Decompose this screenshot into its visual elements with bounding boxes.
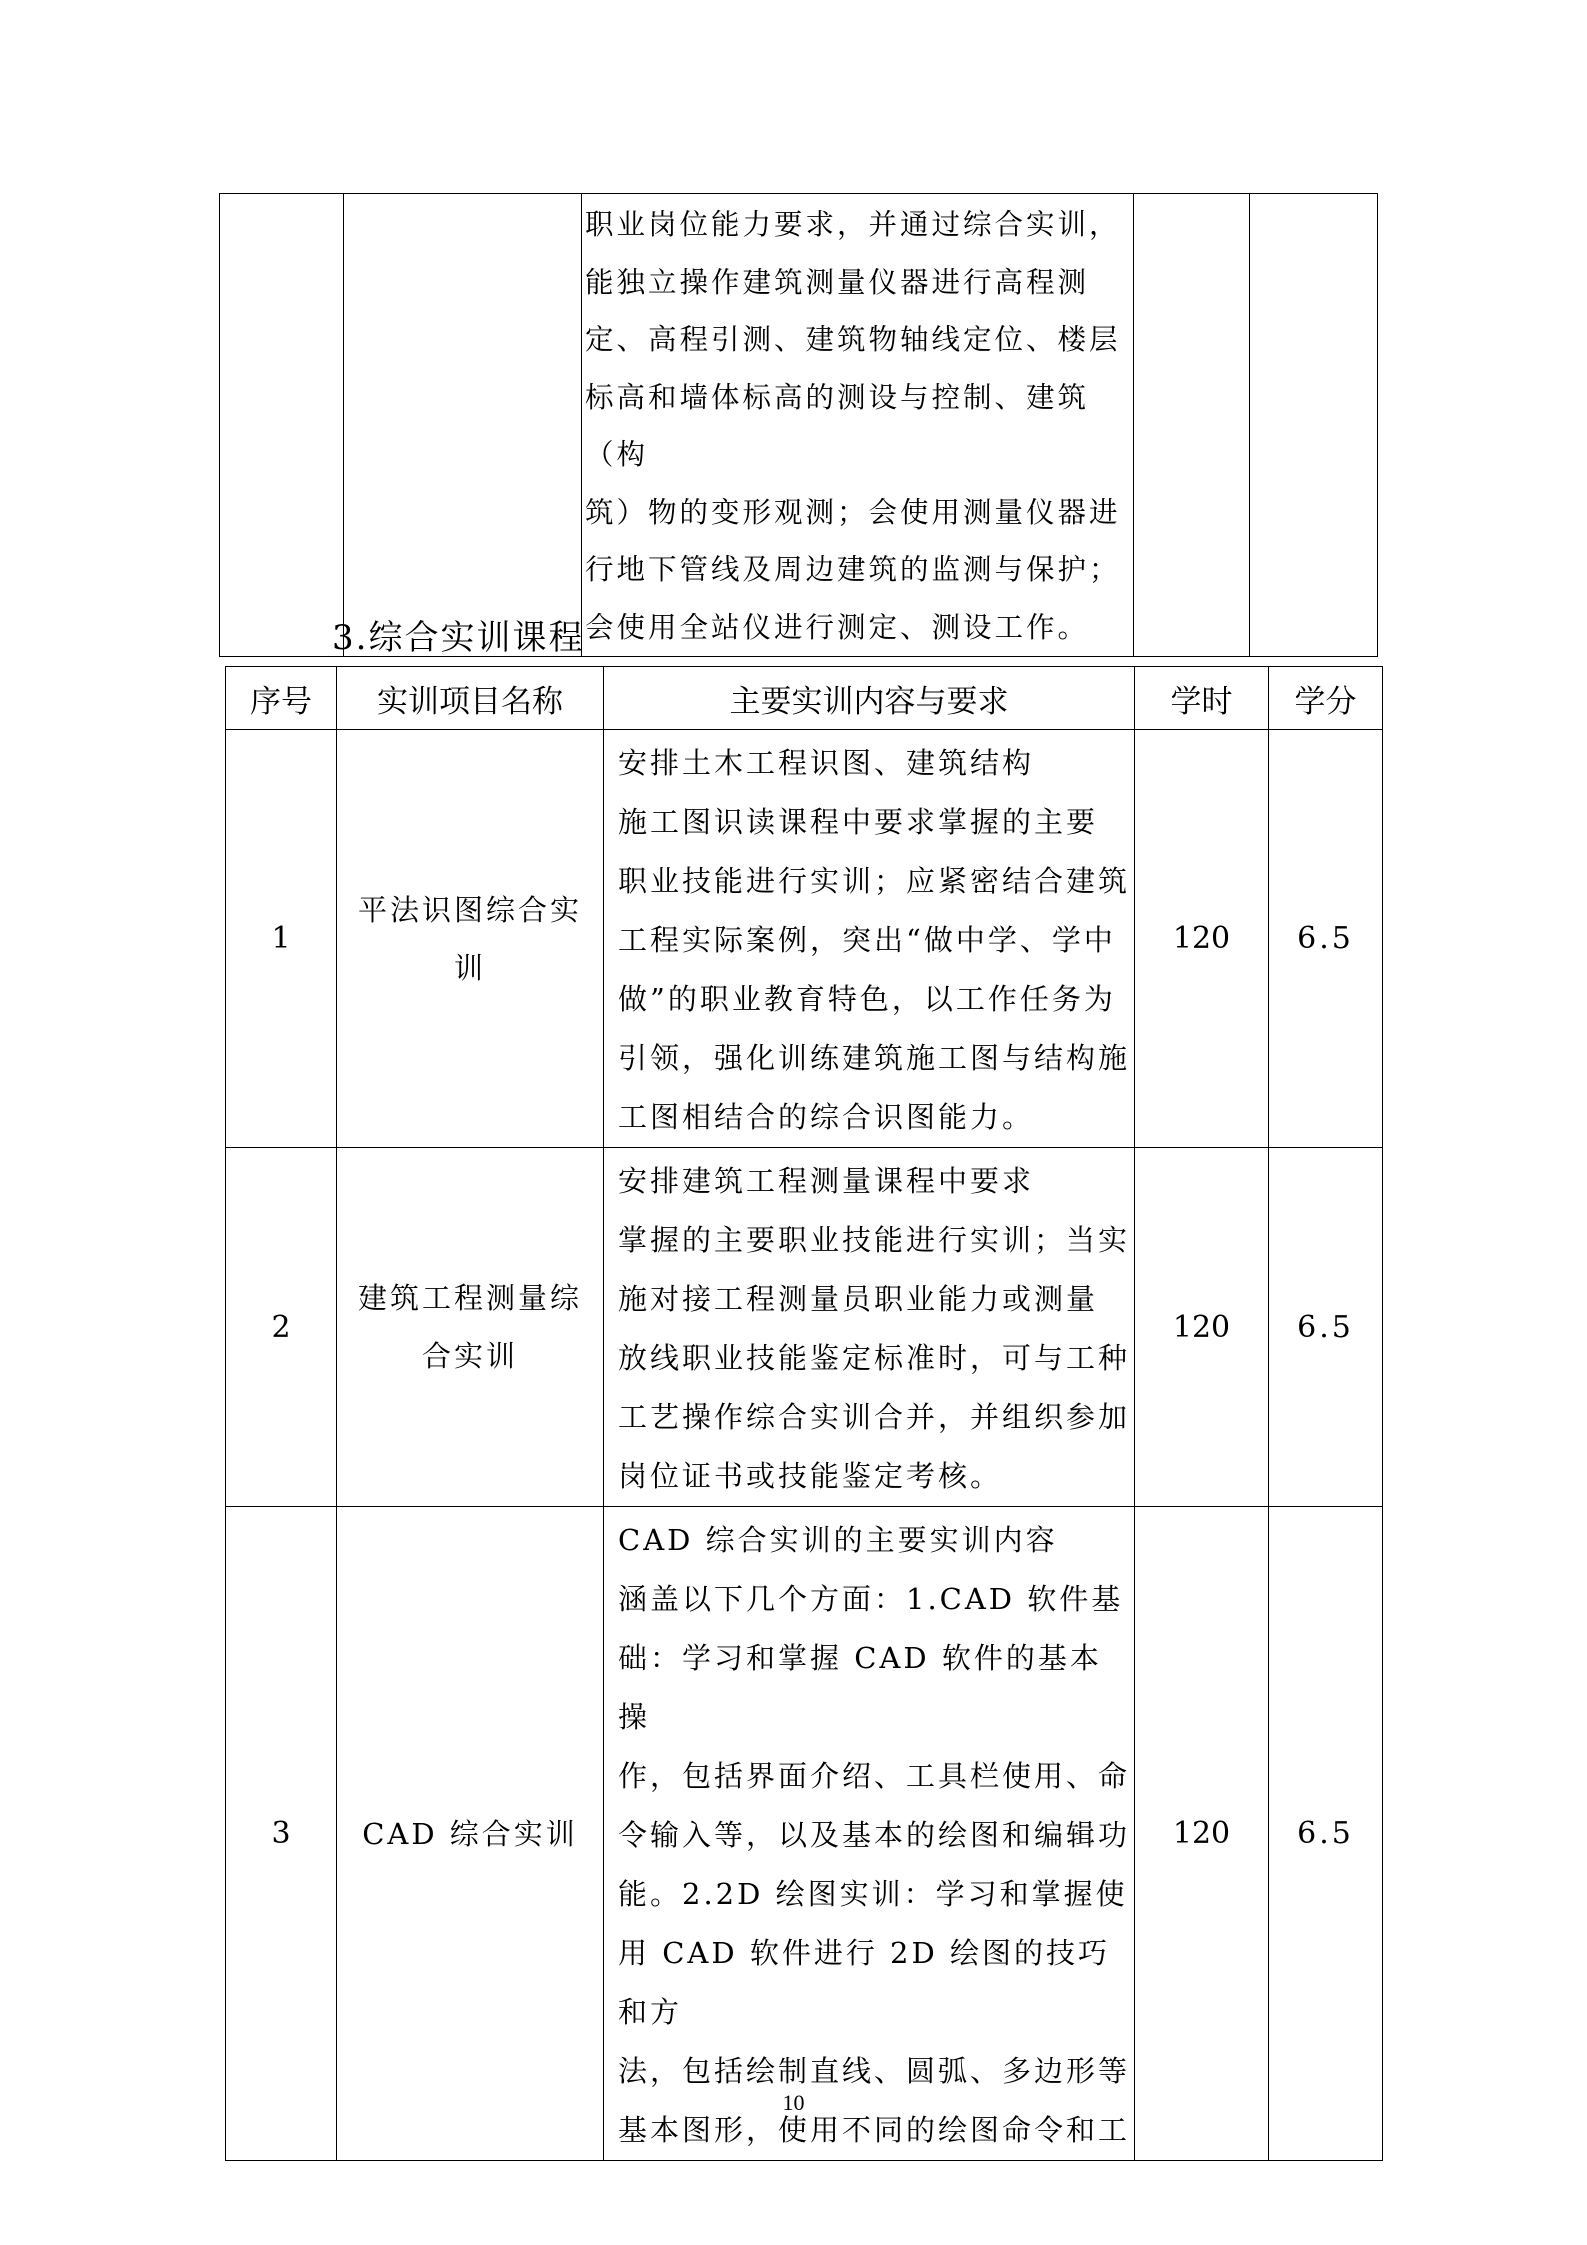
cell-empty xyxy=(220,194,344,657)
row-hours: 120 xyxy=(1135,1507,1269,2161)
continuation-table xyxy=(219,193,1378,657)
row-no: 3 xyxy=(226,1507,337,2161)
page-number: 10 xyxy=(782,2090,805,2115)
row-hours: 120 xyxy=(1135,1148,1269,1507)
row-name: 平法识图综合实训 xyxy=(337,730,604,1148)
training-course-table xyxy=(225,666,1383,2161)
row-hours: 120 xyxy=(1135,730,1269,1148)
row-name: 建筑工程测量综合实训 xyxy=(337,1148,604,1507)
row-credits: 6.5 xyxy=(1269,1507,1383,2161)
header-hours: 学时 xyxy=(1135,667,1269,730)
row-no: 2 xyxy=(226,1148,337,1507)
table-row xyxy=(226,730,1383,1148)
table-row xyxy=(226,1507,1383,2161)
row-content: 安排土木工程识图、建筑结构 施工图识读课程中要求掌握的主要 职业技能进行实训；应紧密结合建筑 工程实际案例，突出“做中学、学中 做”的职业教育特色，以工作任务为 引领，强化训练建筑施工图与结构施 工图相结合的综合识图能力。 xyxy=(604,730,1135,1148)
continuation-content-cell xyxy=(582,194,1134,657)
section-title: 3.综合实训课程 xyxy=(332,618,585,658)
row-name: CAD 综合实训 xyxy=(337,1507,604,2161)
row-no: 1 xyxy=(226,730,337,1148)
cell-empty xyxy=(1250,194,1378,657)
header-no: 序号 xyxy=(226,667,337,730)
row-credits: 6.5 xyxy=(1269,1148,1383,1507)
header-name: 实训项目名称 xyxy=(337,667,604,730)
cell-empty xyxy=(1134,194,1250,657)
continuation-text: 职业岗位能力要求，并通过综合实训， 能独立操作建筑测量仪器进行高程测 定、高程引测、建筑物轴线定位、楼层 标高和墙体标高的测设与控制、建筑（构 筑）物的变形观测；会使用测量仪器进 行地下管线及周边建筑的监测与保护； 会使用全站仪进行测定、测设工作。 xyxy=(585,208,1121,644)
header-content: 主要实训内容与要求 xyxy=(604,667,1135,730)
table-row xyxy=(220,194,1378,657)
table-header-row xyxy=(226,667,1383,730)
cell-empty xyxy=(344,194,582,657)
row-credits: 6.5 xyxy=(1269,730,1383,1148)
row-content: 安排建筑工程测量课程中要求 掌握的主要职业技能进行实训；当实 施对接工程测量员职业能力或测量 放线职业技能鉴定标准时，可与工种 工艺操作综合实训合并，并组织参加 岗位证书或技能鉴定考核。 xyxy=(604,1148,1135,1507)
header-credits: 学分 xyxy=(1269,667,1383,730)
row-content: CAD 综合实训的主要实训内容 涵盖以下几个方面：1.CAD 软件基 础：学习和掌握 CAD 软件的基本操 作，包括界面介绍、工具栏使用、命 令输入等，以及基本的绘图和编辑功 能。2.2D 绘图实训：学习和掌握使 用 CAD 软件进行 2D 绘图的技巧和方 法，包括绘制直线、圆弧、多边形等 基本图形，使用不同的绘图命令和工 xyxy=(604,1507,1135,2161)
table-row xyxy=(226,1148,1383,1507)
